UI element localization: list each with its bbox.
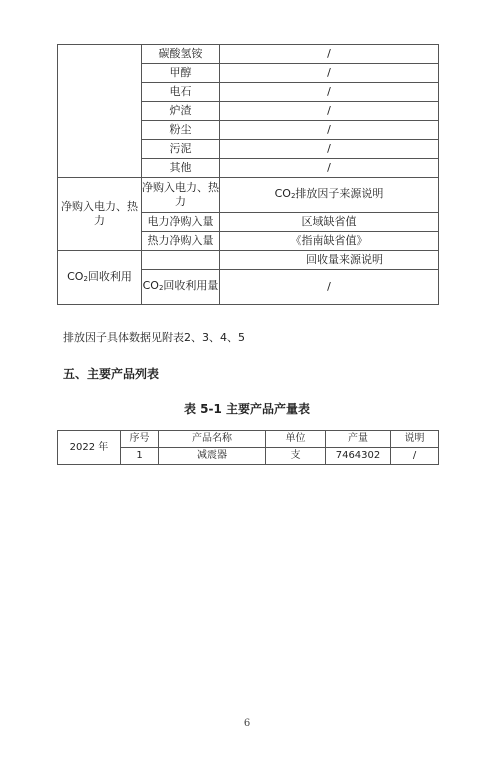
- item-cell: 污泥: [142, 140, 220, 159]
- header-cell: 产品名称: [159, 431, 266, 448]
- co2-prefix: CO: [142, 279, 159, 292]
- table-caption: 表 5-1 主要产品产量表: [183, 402, 311, 416]
- item-cell-empty: [142, 251, 220, 270]
- output-cell: 7464302: [326, 448, 391, 465]
- item-cell: [142, 270, 220, 305]
- header-cell: 单位: [266, 431, 326, 448]
- item-cell: 炉渣: [142, 102, 220, 121]
- value-cell: [220, 178, 439, 213]
- value-cell: /: [220, 102, 439, 121]
- product-name-cell: 减震器: [159, 448, 266, 465]
- item-cell: 甲醇: [142, 64, 220, 83]
- value-cell: /: [220, 64, 439, 83]
- table-row: [58, 251, 439, 270]
- co2-prefix: CO: [274, 187, 291, 200]
- value-text: 排放因子来源说明: [295, 187, 384, 200]
- value-cell: /: [220, 140, 439, 159]
- co2-prefix: CO: [67, 269, 84, 283]
- item-cell: 热力净购入量: [142, 232, 220, 251]
- value-cell: /: [220, 121, 439, 140]
- category-cell-electricity: 净购入电力、热力: [58, 178, 142, 251]
- note-cell: /: [391, 448, 439, 465]
- value-cell: /: [220, 159, 439, 178]
- item-text: 回收利用量: [163, 279, 219, 292]
- product-output-table: [57, 430, 439, 465]
- category-text: 回收利用: [87, 269, 132, 283]
- item-cell: 电石: [142, 83, 220, 102]
- co2-subscript: 2: [290, 192, 296, 200]
- unit-cell: 支: [266, 448, 326, 465]
- page-number: 6: [243, 718, 251, 729]
- co2-subscript: 2: [158, 284, 164, 292]
- header-cell: 序号: [121, 431, 159, 448]
- value-cell: /: [220, 83, 439, 102]
- table-header-row: [58, 431, 439, 448]
- year-cell: 2022 年: [58, 431, 121, 465]
- table-row: [58, 45, 439, 64]
- category-cell-co2: [58, 251, 142, 305]
- value-cell: [220, 251, 439, 270]
- value-text: 回收量来源说明: [306, 253, 383, 266]
- item-cell: 碳酸氢铵: [142, 45, 220, 64]
- value-cell: /: [220, 45, 439, 64]
- item-cell: 电力净购入量: [142, 213, 220, 232]
- header-cell: 说明: [391, 431, 439, 448]
- item-cell: 其他: [142, 159, 220, 178]
- value-cell: 《指南缺省值》: [220, 232, 439, 251]
- co2-subscript: 2: [83, 274, 88, 283]
- value-cell: 区域缺省值: [220, 213, 439, 232]
- emission-factor-table: [57, 44, 439, 305]
- emission-note: 排放因子具体数据见附表2、3、4、5: [63, 331, 245, 344]
- item-cell: 净购入电力、热力: [142, 178, 220, 213]
- section-title: 五、主要产品列表: [63, 367, 160, 381]
- row-number-cell: 1: [121, 448, 159, 465]
- value-cell: /: [220, 270, 439, 305]
- header-cell: 产量: [326, 431, 391, 448]
- category-cell-empty: [58, 45, 142, 178]
- table-row: [58, 178, 439, 213]
- item-cell: 粉尘: [142, 121, 220, 140]
